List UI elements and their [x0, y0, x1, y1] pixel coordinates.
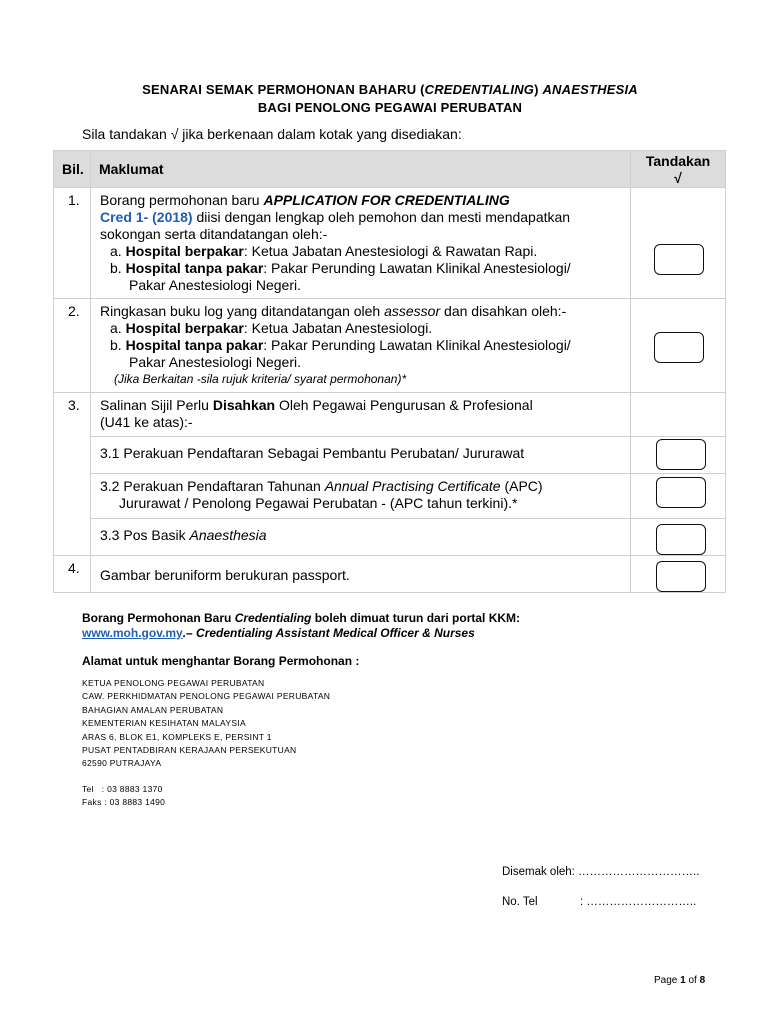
header-tandakan	[631, 151, 726, 188]
row-content: Borang permohonan baru APPLICATION FOR CREDENTIALING Cred 1- (2018) diisi dengan lengkap oleh pemohon dan mesti mendapatkan sokongan serta ditandatangan oleh:- a. Hospital berpakar: Ketua Jabatan Anestesiologi & Rawatan Rapi. b. Hospital tanpa pakar: Pakar Perunding Lawatan Klinikal Anestesiologi/ Pakar Anestesiologi Negeri.	[91, 188, 631, 299]
checkbox-item-4[interactable]	[656, 561, 706, 592]
document-title-line1: SENARAI SEMAK PERMOHONAN BAHARU (CREDENTIALING) ANAESTHESIA	[142, 82, 638, 97]
document-title-line2: BAGI PENOLONG PEGAWAI PERUBATAN	[257, 100, 523, 115]
subrow-3-1: 3.1 Perakuan Pendaftaran Sebagai Pembantu Perubatan/ Jururawat	[91, 437, 631, 474]
row-number: 4.	[54, 556, 91, 593]
download-note: Borang Permohonan Baru Credentialing boleh dimuat turun dari portal KKM: www.moh.gov.my.– Credentialing Assistant Medical Officer & Nurses	[82, 611, 521, 640]
telephone-number: Tel : 03 8883 1370	[82, 784, 163, 794]
check-cell	[631, 519, 726, 556]
checkbox-item-3-1[interactable]	[656, 439, 706, 470]
table-subrow	[54, 474, 726, 519]
subrow-3-3: 3.3 Pos Basik Anaesthesia	[91, 519, 631, 556]
subrow-3-2: 3.2 Perakuan Pendaftaran Tahunan Annual Practising Certificate (APC) Jururawat / Penolong Pegawai Perubatan - (APC tahun terkini).*	[91, 474, 631, 519]
row-number: 1.	[54, 188, 91, 299]
checkbox-item-3-3[interactable]	[656, 524, 706, 555]
row-content: Ringkasan buku log yang ditandatangan oleh assessor dan disahkan oleh:- a. Hospital berpakar: Ketua Jabatan Anestesiologi. b. Hospital tanpa pakar: Pakar Perunding Lawatan Klinikal Anestesiologi/ Pakar Anestesiologi Negeri. (Jika Berkaitan -sila rujuk kriteria/ syarat permohonan)*	[91, 299, 631, 393]
header-tick-symbol: √	[674, 170, 682, 186]
checkbox-item-3-2[interactable]	[656, 477, 706, 508]
header-bil: Bil.	[54, 151, 91, 188]
moh-portal-link[interactable]: www.moh.gov.my	[82, 626, 183, 640]
page-number: Page 1 of 8	[654, 975, 706, 986]
checklist-table	[53, 150, 726, 593]
mailing-address: KETUA PENOLONG PEGAWAI PERUBATAN CAW. PERKHIDMATAN PENOLONG PEGAWAI PERUBATAN BAHAGIAN AMALAN PERUBATAN KEMENTERIAN KESIHATAN MALAYSIA ARAS 6, BLOK E1, KOMPLEKS E, PERSINT 1 PUSAT PENTADBIRAN KERAJAAN PERSEKUTUAN 62590 PUTRAJAYA	[82, 678, 331, 769]
table-row	[54, 393, 726, 437]
table-header-row	[54, 151, 726, 188]
check-cell	[631, 188, 726, 299]
table-subrow	[54, 437, 726, 474]
row-number: 2.	[54, 299, 91, 393]
row-content: Gambar beruniform berukuran passport.	[91, 556, 631, 593]
form-code-link: Cred 1- (2018)	[100, 209, 193, 225]
check-cell-empty	[631, 393, 726, 437]
table-row	[54, 188, 726, 299]
tel-number-field: No. Tel : ………………………..	[502, 896, 697, 908]
check-cell	[631, 299, 726, 393]
row-content: Salinan Sijil Perlu Disahkan Oleh Pegawai Pengurusan & Profesional (U41 ke atas):-	[91, 393, 631, 437]
header-maklumat: Maklumat	[91, 151, 631, 188]
checkbox-item-2[interactable]	[654, 332, 704, 363]
row-note: (Jika Berkaitan -sila rujuk kriteria/ syarat permohonan)*	[114, 372, 407, 386]
table-row	[54, 556, 726, 593]
table-subrow	[54, 519, 726, 556]
address-title: Alamat untuk menghantar Borang Permohonan :	[82, 654, 360, 668]
row-number: 3.	[54, 393, 91, 556]
header-tandakan-label: Tandakan	[645, 153, 711, 169]
instruction-text: Sila tandakan √ jika berkenaan dalam kotak yang disediakan:	[82, 126, 462, 142]
check-cell	[631, 556, 726, 593]
check-cell	[631, 474, 726, 519]
checked-by-field: Disemak oleh: …………………………..	[502, 866, 700, 878]
fax-number: Faks : 03 8883 1490	[82, 797, 166, 808]
check-cell	[631, 437, 726, 474]
table-row	[54, 299, 726, 393]
contact-numbers	[82, 783, 165, 810]
checkbox-item-1[interactable]	[654, 244, 704, 275]
